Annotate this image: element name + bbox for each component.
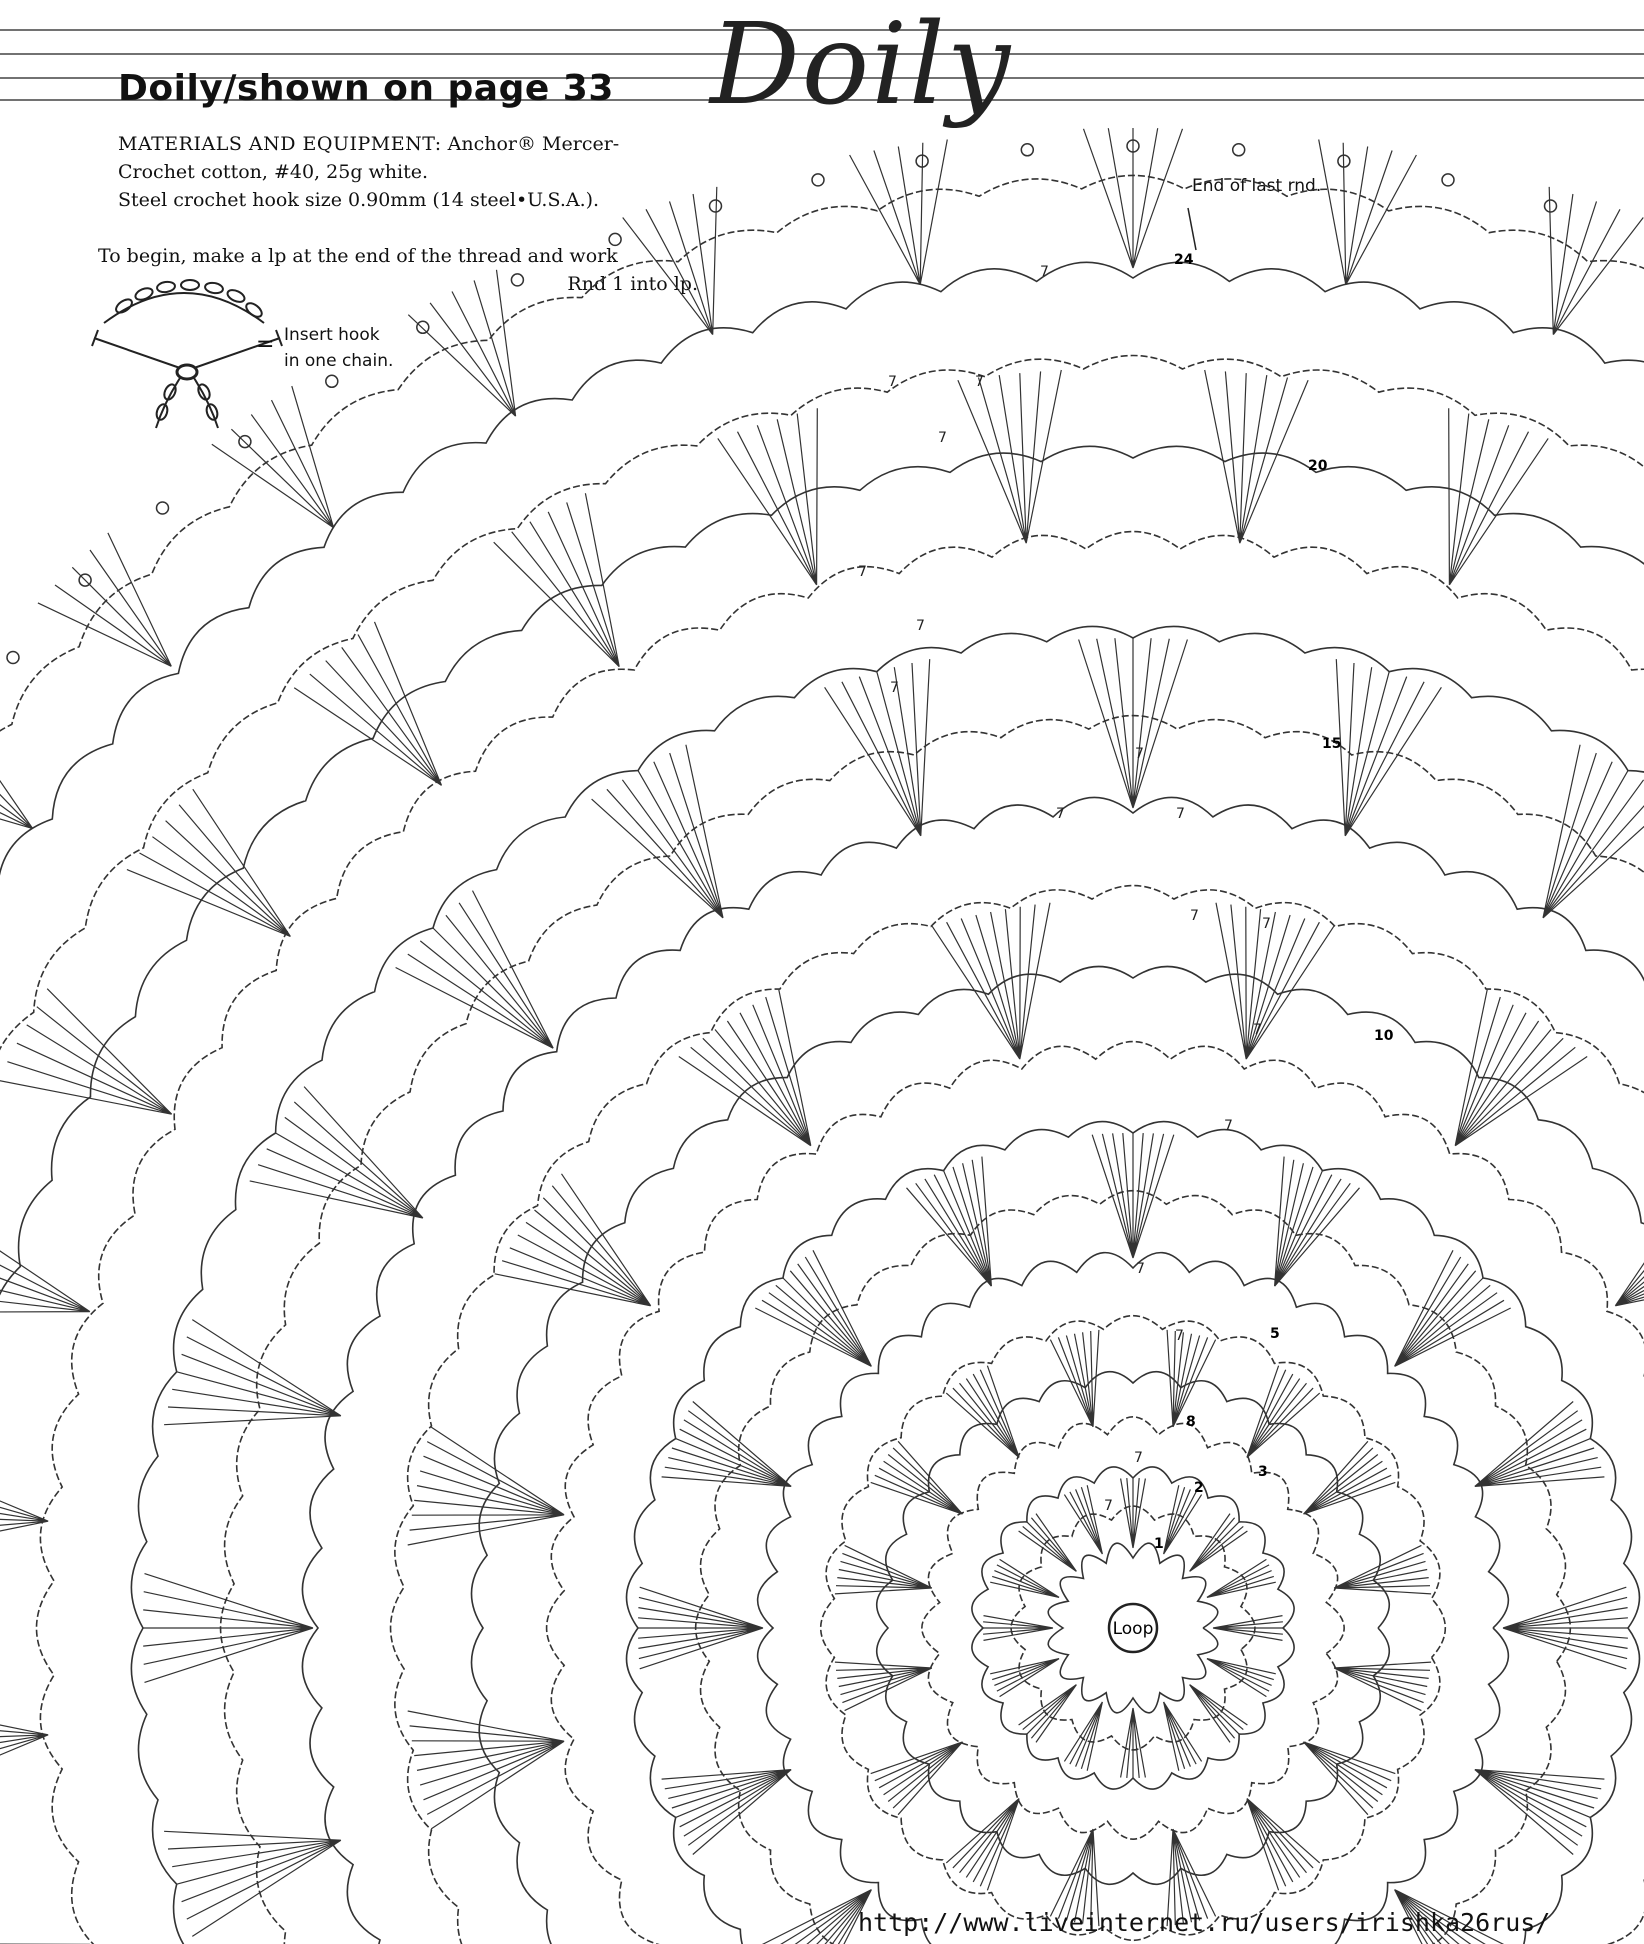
round-label-10: 10 <box>1374 1028 1394 1044</box>
repeat-mark-7: 7 <box>1135 746 1144 762</box>
stitch-fan <box>1205 370 1308 543</box>
picot-loop <box>511 274 523 286</box>
page-title: Doily/shown on page 33 <box>118 68 614 109</box>
stitch-fan <box>1455 990 1587 1146</box>
stitch-fan <box>662 1770 792 1855</box>
stitch-fan <box>1275 1157 1360 1287</box>
stitch-fan <box>495 1174 651 1306</box>
stitch-fan <box>835 1662 932 1711</box>
stitch-fan <box>1319 140 1417 285</box>
stitch-fan <box>1050 1330 1099 1427</box>
round-label-2: 2 <box>1194 1480 1204 1496</box>
chart-round-19 <box>0 262 1644 1944</box>
legend-line1: Insert hook <box>284 325 380 345</box>
round-label-3: 3 <box>1258 1464 1268 1480</box>
stitch-fan <box>0 989 172 1114</box>
stitch-fan <box>871 1742 963 1815</box>
watermark-url: http://www.liveinternet.ru/users/irishka26rus/ <box>858 1908 1551 1937</box>
repeat-mark-7: 7 <box>1190 908 1199 924</box>
round-label-5: 5 <box>1270 1326 1280 1342</box>
round-label-1: 1 <box>1154 1536 1164 1552</box>
stitch-fan <box>1304 1441 1396 1514</box>
materials-line3: Steel crochet hook size 0.90mm (14 steel•U.S.A.). <box>118 189 600 211</box>
picot-loop <box>1021 144 1033 156</box>
round-label-24: 24 <box>1174 252 1194 268</box>
stitch-fan <box>0 1213 90 1313</box>
stitch-fan <box>127 789 291 936</box>
stitch-fan <box>1207 1559 1276 1597</box>
script-title: Doily <box>710 0 1013 130</box>
center-loop-label: Loop <box>1112 1619 1154 1639</box>
chart-round-13 <box>302 797 1644 1944</box>
repeat-mark-7: 7 <box>975 374 984 390</box>
chart-round-10 <box>547 1042 1644 1944</box>
stitch-fan <box>1213 1616 1283 1641</box>
stitch-fan <box>1121 1478 1146 1548</box>
stitch-fan <box>638 1587 763 1669</box>
stitch-fan <box>990 1559 1059 1597</box>
repeat-mark-7: 7 <box>1224 1118 1233 1134</box>
stitch-fan <box>1084 128 1183 268</box>
repeat-mark-7: 7 <box>1253 1022 1262 1038</box>
stitch-fan <box>1121 1708 1146 1778</box>
picot-loop <box>157 502 169 514</box>
stitch-fan <box>1247 1799 1320 1891</box>
stitch-fan <box>1395 1250 1511 1366</box>
repeat-mark-7: 7 <box>1176 806 1185 822</box>
stitch-fan <box>825 659 930 836</box>
stitch-fan <box>662 1402 792 1487</box>
stitch-fan <box>1167 1330 1216 1427</box>
stitch-fan <box>294 622 441 786</box>
picot-loop <box>710 200 722 212</box>
repeat-mark-7: 7 <box>1056 806 1065 822</box>
stitch-fan <box>164 1831 341 1936</box>
stitch-fan <box>1064 1702 1102 1771</box>
stitch-fan <box>408 1711 564 1829</box>
stitch-fan <box>1503 1587 1628 1669</box>
chart-round-15 <box>131 626 1644 1944</box>
repeat-mark-7: 7 <box>858 564 867 580</box>
stitch-fan <box>932 903 1050 1059</box>
chart-round-7 <box>758 1253 1509 1944</box>
stitch-fan <box>396 891 554 1049</box>
stitch-fan <box>1019 1514 1077 1572</box>
round-label-20: 20 <box>1308 458 1328 474</box>
stitch-fan <box>164 1320 341 1425</box>
stitch-fan <box>38 533 171 666</box>
stitch-fan <box>143 1574 313 1683</box>
stitch-fan <box>907 1157 992 1287</box>
stitch-fan <box>250 1087 423 1218</box>
stitch-fan <box>0 707 33 829</box>
repeat-mark-7: 7 <box>888 374 897 390</box>
chart-round-20 <box>0 175 1644 1944</box>
picot-loop <box>1545 200 1557 212</box>
stitch-fan <box>408 1427 564 1545</box>
repeat-mark-7: 7 <box>938 430 947 446</box>
stitch-fan <box>1092 1133 1174 1258</box>
chart-round-18 <box>0 356 1644 1944</box>
stitch-fan <box>946 1799 1019 1891</box>
stitch-fan <box>958 370 1061 543</box>
repeat-mark-7: 7 <box>1040 264 1049 280</box>
repeat-mark-7: 7 <box>916 618 925 634</box>
materials-line1: Anchor® Mercer- <box>447 133 620 155</box>
chart-round-17 <box>0 446 1644 1944</box>
round-label-8: 8 <box>1186 1414 1196 1430</box>
repeat-mark-7: 7 <box>1262 916 1271 932</box>
stitch-fan <box>592 745 723 918</box>
picot-loop <box>812 174 824 186</box>
stitch-fan <box>1190 1685 1248 1743</box>
stitch-fan <box>946 1366 1019 1458</box>
stitch-fan <box>1064 1485 1102 1554</box>
stitch-fan <box>850 140 948 285</box>
stitch-fan <box>1334 1545 1431 1594</box>
stitch-fan <box>679 990 811 1146</box>
stitch-fan <box>1475 1402 1605 1487</box>
picot-loop <box>326 375 338 387</box>
stitch-fan <box>718 408 818 585</box>
stitch-fan <box>1207 1659 1276 1697</box>
materials-line2: Crochet cotton, #40, 25g white. <box>118 161 429 183</box>
materials-heading: MATERIALS AND EQUIPMENT: <box>118 133 442 155</box>
repeat-mark-7: 7 <box>1134 1450 1143 1466</box>
stitch-fan <box>1449 408 1549 585</box>
stitch-fan <box>990 1659 1059 1697</box>
stitch-fan <box>1615 1174 1644 1306</box>
stitch-fan <box>1164 1702 1202 1771</box>
repeat-mark-7: 7 <box>1175 1328 1184 1344</box>
picot-loop <box>1442 174 1454 186</box>
begin-line1: To begin, make a lp at the end of the thread and work <box>98 245 618 267</box>
round-label-15: 15 <box>1322 736 1342 752</box>
picot-loop <box>609 233 621 245</box>
stitch-fan <box>1019 1685 1077 1743</box>
stitch-fan <box>1334 1662 1431 1711</box>
legend-line2: in one chain. <box>284 351 394 371</box>
picot-loop <box>7 652 19 664</box>
legend-equals: = <box>256 332 275 357</box>
stitch-fan <box>983 1616 1053 1641</box>
stitch-fan <box>1216 903 1334 1059</box>
picot-loop <box>417 321 429 333</box>
stitch-fan <box>835 1545 932 1594</box>
repeat-mark-7: 7 <box>1136 1261 1145 1277</box>
stitch-fan <box>1079 638 1188 808</box>
stitch-fan <box>755 1890 871 1944</box>
stitch-fan <box>1336 659 1441 836</box>
repeat-mark-7: 7 <box>1104 1498 1113 1514</box>
stitch-fan <box>1247 1366 1320 1458</box>
chart-round-16 <box>37 532 1644 1944</box>
begin-line2: Rnd 1 into lp. <box>567 273 698 295</box>
repeat-mark-7: 7 <box>890 680 899 696</box>
stitch-fan <box>755 1250 871 1366</box>
stitch-fan <box>1190 1514 1248 1572</box>
stitch-fan <box>1304 1742 1396 1815</box>
stitch-fan <box>494 493 620 667</box>
picot-loop <box>1233 144 1245 156</box>
end-of-last-round-label: End of last rnd. <box>1192 176 1322 196</box>
stitch-fan <box>871 1441 963 1514</box>
stitch-fan <box>1475 1770 1605 1855</box>
